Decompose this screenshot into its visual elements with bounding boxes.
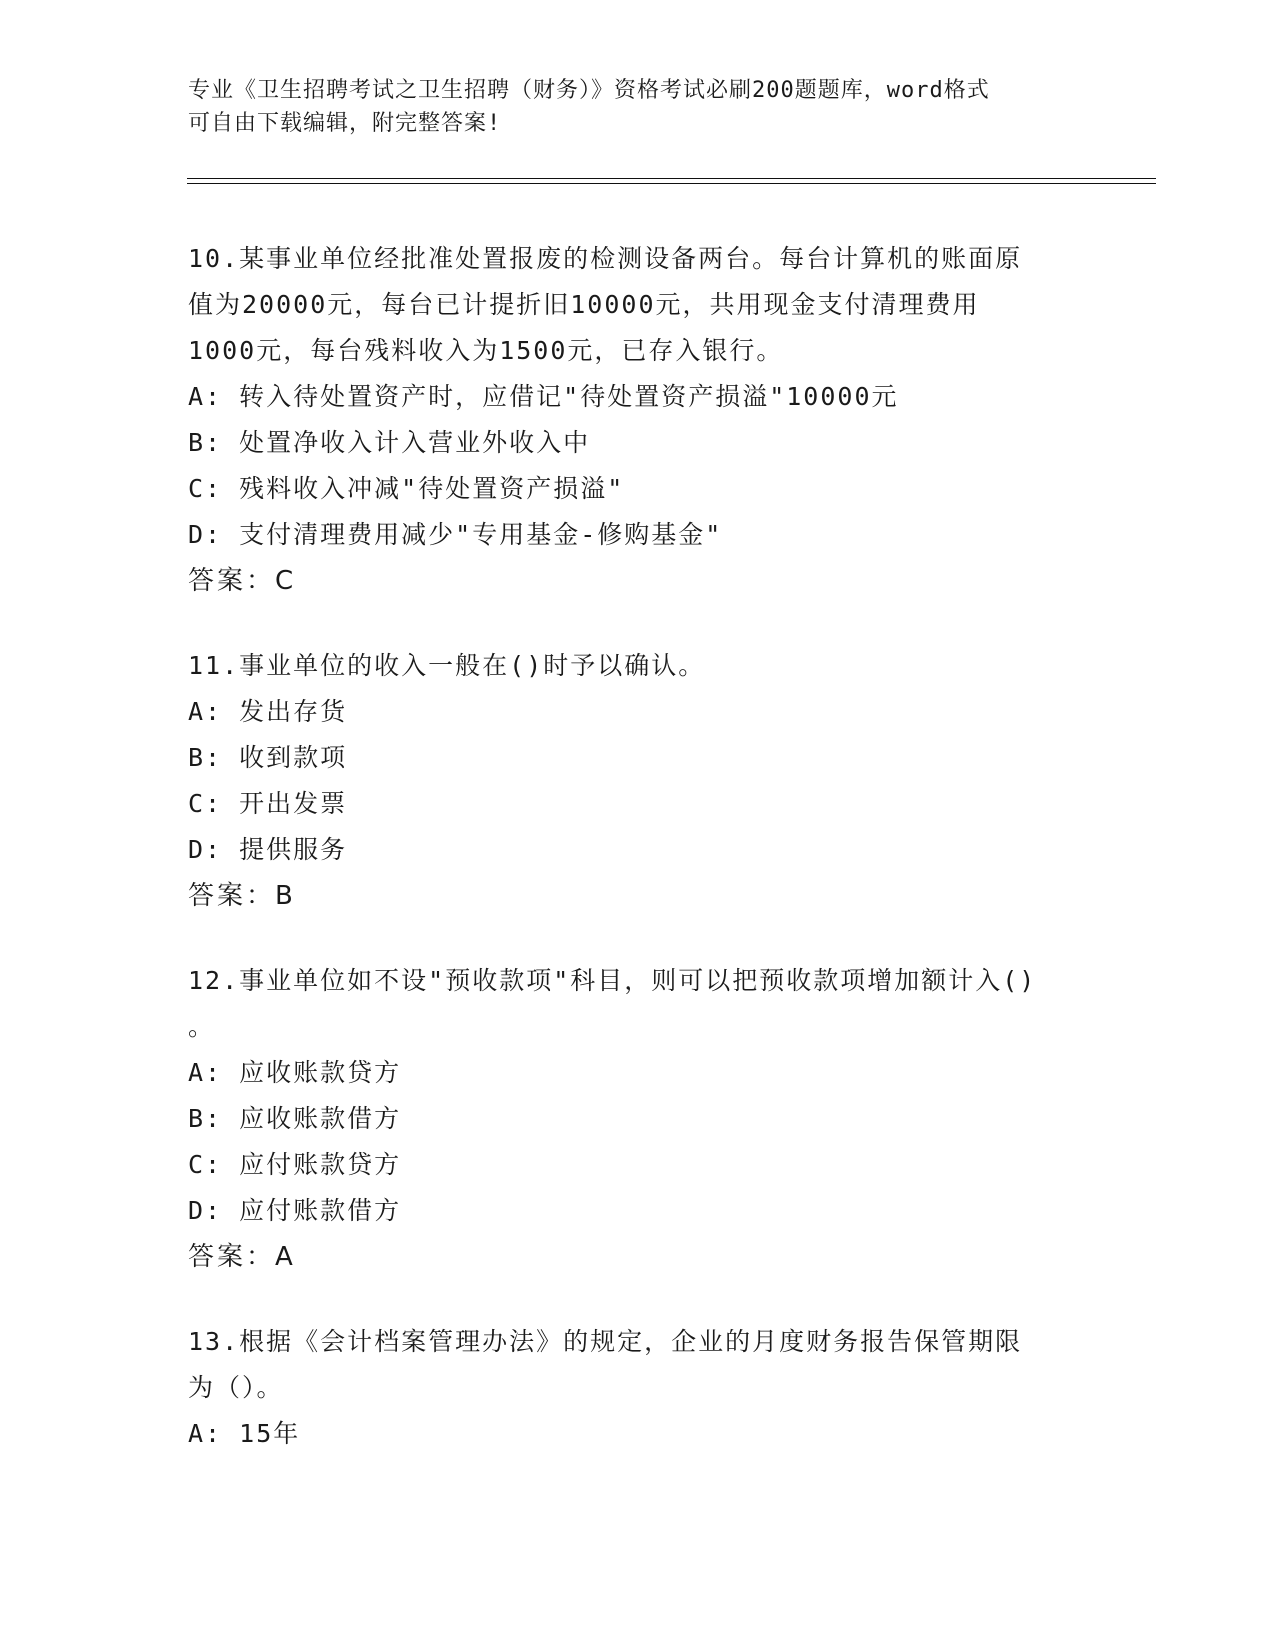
option-b: B: 处置净收入计入营业外收入中 <box>188 428 591 457</box>
document-header <box>188 74 1088 140</box>
header-line-1: 专业《卫生招聘考试之卫生招聘（财务）》资格考试必刷200题题库，word格式 <box>188 78 990 103</box>
header-divider-top <box>187 178 1156 179</box>
question-stem-line: 13.根据《会计档案管理办法》的规定，企业的月度财务报告保管期限 <box>188 1327 1023 1356</box>
option-c: C: 应付账款贷方 <box>188 1150 402 1179</box>
answer-line <box>188 873 1088 919</box>
question-12 <box>188 958 1088 1280</box>
question-13 <box>188 1319 1088 1457</box>
option-b: B: 收到款项 <box>188 743 348 772</box>
question-stem-line: 值为20000元，每台已计提折旧10000元，共用现金支付清理费用 <box>188 290 980 319</box>
option-d: D: 支付清理费用减少"专用基金-修购基金" <box>188 520 723 549</box>
question-10 <box>188 236 1088 604</box>
option-a: A: 转入待处置资产时，应借记"待处置资产损溢"10000元 <box>188 382 899 411</box>
question-stem-line: 11.事业单位的收入一般在()时予以确认。 <box>188 651 706 680</box>
option-d: D: 应付账款借方 <box>188 1196 402 1225</box>
question-stem-line: 1000元，每台残料收入为1500元，已存入银行。 <box>188 336 784 365</box>
answer-value: A <box>275 1242 294 1272</box>
answer-value: C <box>275 566 295 596</box>
question-stem-line: 为（）。 <box>188 1373 284 1402</box>
header-divider-bottom <box>187 183 1156 184</box>
option-a: A: 发出存货 <box>188 697 348 726</box>
answer-line <box>188 1234 1088 1280</box>
option-c: C: 开出发票 <box>188 789 348 818</box>
question-stem-line: 10.某事业单位经批准处置报废的检测设备两台。每台计算机的账面原 <box>188 244 1023 273</box>
option-a: A: 15年 <box>188 1419 301 1448</box>
option-b: B: 应收账款借方 <box>188 1104 402 1133</box>
option-c: C: 残料收入冲减"待处置资产损溢" <box>188 474 625 503</box>
question-11 <box>188 643 1088 919</box>
option-a: A: 应收账款贷方 <box>188 1058 402 1087</box>
question-stem-line: 。 <box>188 1012 216 1041</box>
header-line-2: 可自由下载编辑，附完整答案! <box>188 111 502 136</box>
answer-label: 答案： <box>188 1242 276 1272</box>
answer-label: 答案： <box>188 566 276 596</box>
option-d: D: 提供服务 <box>188 835 348 864</box>
question-stem-line: 12.事业单位如不设"预收款项"科目，则可以把预收款项增加额计入() <box>188 966 1037 995</box>
answer-line <box>188 558 1088 604</box>
question-list <box>188 236 1088 1496</box>
answer-label: 答案： <box>188 881 276 911</box>
answer-value: B <box>275 881 294 911</box>
